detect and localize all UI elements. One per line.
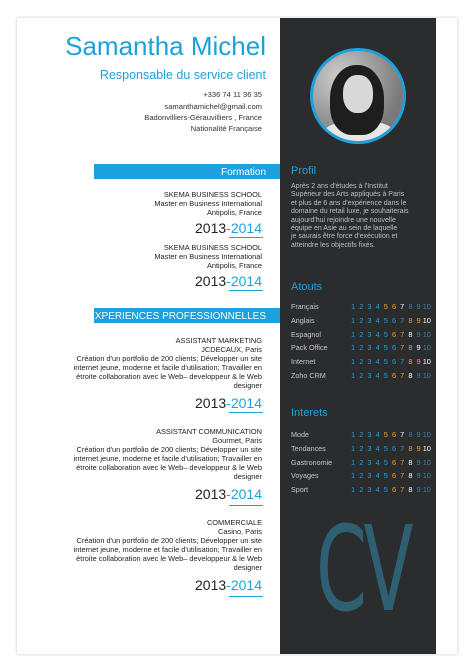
- job-description-line: designer: [233, 563, 262, 572]
- skill-row: [291, 316, 441, 327]
- skill-level-number: 4: [375, 315, 380, 325]
- skill-level-number: 6: [391, 315, 397, 325]
- profile-summary: Après 2 ans d'études à l'Institut Supérieur des Arts appliqués à Paris et plus de 6 ans d'expérience dans le domaine du retail luxe, je souhaiterais aujourd'hui rejoindre une nouvelle équipe en Asie au sein de laquelle je saurais être force d'exécution et atteindre les objectifs fixés.: [291, 183, 409, 249]
- skill-level-number: 10: [422, 357, 431, 367]
- skill-level-number: 4: [375, 485, 380, 495]
- skill-level-number: 3: [367, 315, 372, 325]
- separator: [229, 290, 263, 291]
- skill-label: Pack Office: [291, 343, 328, 353]
- job-description-line: Création d'un portfolio de 200 clients; Développer un site: [76, 354, 262, 363]
- degree: Master en Business International: [154, 199, 262, 208]
- skill-level-number: 3: [367, 485, 372, 495]
- job-role: ASSISTANT MARKETING: [175, 336, 262, 345]
- skill-level-number: 6: [391, 471, 397, 481]
- skill-level-number: 9: [416, 430, 421, 439]
- job-description-line: Création d'un portfolio de 200 clients; Développer un site: [76, 536, 262, 545]
- job-description-line: internet jeune, moderne et facile d'utilisation; Travailler en: [73, 545, 262, 554]
- skill-level-number: 5: [383, 357, 388, 367]
- skill-level-number: 5: [383, 302, 388, 311]
- skill-level-number: 2: [359, 371, 364, 380]
- skill-level-number: 1: [351, 302, 356, 311]
- skill-level-scale: [349, 444, 431, 453]
- skill-level-number: 9: [416, 457, 421, 467]
- experience-item: [32, 336, 262, 411]
- skill-level-number: 6: [391, 343, 397, 353]
- skill-row: [291, 485, 441, 496]
- experience-years: 2013-2014: [195, 395, 262, 411]
- skill-level-number: 10: [422, 302, 431, 311]
- skill-level-number: 3: [367, 471, 372, 481]
- skill-level-number: 9: [416, 315, 421, 325]
- skill-level-scale: [349, 485, 431, 494]
- skill-level-number: 1: [351, 371, 356, 380]
- skill-level-scale: [349, 471, 431, 480]
- skill-level-number: 2: [359, 329, 364, 339]
- separator: [229, 596, 263, 597]
- skill-level-number: 10: [422, 443, 431, 453]
- skill-level-number: 8: [408, 357, 413, 367]
- skill-level-number: 2: [359, 315, 364, 325]
- formation-item: [32, 243, 262, 289]
- skill-level-number: 8: [408, 443, 413, 453]
- profile-photo: [313, 51, 403, 141]
- email-address: samanthamichel@gmail.com: [164, 102, 262, 111]
- skill-level-number: 1: [351, 315, 356, 325]
- skill-label: Sport: [291, 485, 309, 495]
- skill-row: [291, 357, 441, 368]
- skill-level-number: 8: [408, 371, 413, 380]
- job-role: ASSISTANT COMMUNICATION: [156, 427, 262, 436]
- job-description-line: internet jeune, moderne et facile d'utilisation; Travailler en: [73, 454, 262, 463]
- skill-level-scale: [349, 343, 431, 352]
- skill-level-number: 8: [408, 471, 413, 481]
- skill-level-number: 8: [408, 343, 413, 353]
- separator: [229, 412, 263, 413]
- school-location: Antipolis, France: [206, 208, 262, 217]
- formation-years: 2013-2014: [195, 220, 262, 236]
- skill-level-number: 7: [400, 302, 405, 311]
- school-name: SKEMA BUSINESS SCHOOL: [163, 190, 262, 199]
- section-title-atouts: Atouts: [291, 281, 323, 293]
- skill-level-number: 4: [375, 371, 380, 380]
- skill-label: Mode: [291, 430, 309, 439]
- skill-level-number: 10: [422, 371, 431, 380]
- skill-level-number: 3: [367, 443, 372, 453]
- job-company: Gourmet, Paris: [212, 436, 262, 445]
- skill-level-number: 7: [400, 485, 405, 495]
- skill-row: [291, 343, 441, 354]
- job-company: Casino, Paris: [218, 527, 262, 536]
- skill-level-number: 10: [422, 430, 431, 439]
- skill-level-number: 8: [408, 457, 413, 467]
- skill-level-number: 9: [416, 443, 421, 453]
- skill-row: [291, 371, 441, 382]
- skill-level-number: 5: [383, 457, 388, 467]
- skill-level-scale: [349, 357, 431, 366]
- job-description-line: internet jeune, moderne et facile d'utilisation; Travailler en: [73, 363, 262, 372]
- school-location: Antipolis, France: [206, 261, 262, 270]
- skill-row: [291, 444, 441, 455]
- skill-level-number: 5: [383, 430, 388, 439]
- skill-level-number: 9: [416, 471, 421, 481]
- skill-level-number: 6: [391, 371, 397, 380]
- job-description-line: étroite collaboration avec le Web– developpeur & le Web: [76, 372, 262, 381]
- experience-years: 2013-2014: [195, 577, 262, 593]
- job-company: JCDECAUX, Paris: [201, 345, 262, 354]
- skill-level-number: 6: [391, 357, 397, 367]
- skill-level-number: 3: [367, 457, 372, 467]
- skill-level-number: 8: [408, 485, 413, 495]
- skill-level-number: 7: [400, 471, 405, 481]
- skill-level-number: 6: [391, 485, 397, 495]
- skill-level-number: 2: [359, 457, 364, 467]
- postal-address: Badonvilliers-Gérauvilliers , France: [144, 113, 262, 122]
- skill-level-number: 4: [375, 343, 380, 353]
- skill-level-number: 3: [367, 343, 372, 353]
- skill-level-number: 10: [422, 315, 431, 325]
- skill-label: Espagnol: [291, 329, 321, 339]
- skill-level-scale: [349, 430, 431, 439]
- job-description-line: Création d'un portfolio de 200 clients; Développer un site: [76, 445, 262, 454]
- skill-level-number: 8: [408, 329, 413, 339]
- candidate-name: Samantha Michel: [65, 31, 266, 61]
- skill-level-number: 3: [367, 329, 372, 339]
- skill-level-scale: [349, 371, 431, 380]
- skill-level-number: 1: [351, 457, 356, 467]
- experience-item: [32, 518, 262, 593]
- separator: [229, 505, 263, 506]
- skill-level-number: 7: [400, 329, 405, 339]
- skill-label: Gastronomie: [291, 457, 333, 467]
- section-title-formation: Formation: [220, 167, 266, 178]
- skill-level-number: 1: [351, 430, 356, 439]
- formation-years: 2013-2014: [195, 273, 262, 289]
- skill-level-number: 2: [359, 485, 364, 495]
- skill-level-number: 7: [400, 457, 405, 467]
- skill-level-number: 5: [383, 315, 388, 325]
- skill-level-number: 9: [416, 343, 421, 353]
- skill-level-number: 10: [422, 329, 431, 339]
- skill-label: Voyages: [291, 471, 319, 481]
- phone-number: +336 74 11 36 35: [203, 90, 262, 99]
- skill-level-number: 4: [375, 302, 380, 311]
- skill-level-number: 6: [391, 329, 397, 339]
- school-name: SKEMA BUSINESS SCHOOL: [163, 243, 262, 252]
- skill-level-number: 1: [351, 343, 356, 353]
- skill-level-number: 10: [422, 471, 431, 481]
- skill-level-number: 9: [416, 485, 421, 495]
- nationality: Nationalité Française: [190, 124, 262, 133]
- skill-level-number: 9: [416, 302, 421, 311]
- section-title-interets: Interets: [291, 407, 328, 419]
- formation-item: [32, 190, 262, 236]
- skill-row: [291, 430, 441, 441]
- skill-level-number: 6: [391, 302, 397, 311]
- candidate-title: Responsable du service client: [99, 68, 266, 82]
- skill-level-number: 5: [383, 443, 388, 453]
- skill-label: Internet: [291, 357, 316, 367]
- skill-level-number: 10: [422, 457, 431, 467]
- skill-level-number: 5: [383, 329, 388, 339]
- skill-level-number: 7: [400, 371, 405, 380]
- skill-level-number: 5: [383, 485, 388, 495]
- job-role: COMMERCIALE: [206, 518, 262, 527]
- job-description-line: étroite collaboration avec le Web– developpeur & le Web: [76, 554, 262, 563]
- experience-item: [32, 427, 262, 502]
- skill-level-number: 7: [400, 357, 405, 367]
- experience-years: 2013-2014: [195, 486, 262, 502]
- section-title-profil: Profil: [291, 165, 317, 177]
- section-bar-experiences: [88, 308, 280, 323]
- skill-level-number: 2: [359, 343, 364, 353]
- skill-label: Anglais: [291, 315, 315, 325]
- skill-label: Français: [291, 302, 319, 311]
- skill-level-number: 8: [408, 315, 413, 325]
- skill-level-number: 4: [375, 329, 380, 339]
- skill-level-number: 5: [383, 343, 388, 353]
- skill-level-number: 4: [375, 357, 380, 367]
- skill-row: [291, 458, 441, 469]
- skill-level-number: 6: [391, 457, 397, 467]
- skill-level-number: 7: [400, 343, 405, 353]
- skill-level-number: 8: [408, 430, 413, 439]
- skill-level-number: 10: [422, 485, 431, 495]
- skill-level-number: 9: [416, 329, 421, 339]
- skill-label: Zoho CRM: [291, 371, 326, 380]
- skill-level-number: 5: [383, 371, 388, 380]
- skill-level-number: 1: [351, 443, 356, 453]
- job-description-line: designer: [233, 381, 262, 390]
- skill-level-number: 7: [400, 430, 405, 439]
- skill-level-number: 1: [351, 485, 356, 495]
- degree: Master en Business International: [154, 252, 262, 261]
- skill-level-number: 10: [422, 343, 431, 353]
- skill-level-number: 1: [351, 329, 356, 339]
- skill-level-number: 5: [383, 471, 388, 481]
- skill-level-number: 6: [391, 443, 397, 453]
- skill-level-number: 3: [367, 302, 372, 311]
- skill-level-number: 2: [359, 357, 364, 367]
- skill-level-scale: [349, 458, 431, 467]
- skill-level-number: 2: [359, 302, 364, 311]
- skill-level-number: 6: [391, 430, 397, 439]
- skill-level-number: 1: [351, 357, 356, 367]
- job-description-line: designer: [233, 472, 262, 481]
- section-bar-formation: [94, 164, 280, 179]
- section-title-experiences: EXPERIENCES PROFESSIONNELLES: [88, 311, 266, 322]
- skill-level-number: 7: [400, 443, 405, 453]
- separator: [229, 237, 263, 238]
- skill-level-number: 2: [359, 443, 364, 453]
- skill-row: [291, 471, 441, 482]
- cv-mark: CV: [316, 500, 410, 638]
- skill-row: [291, 330, 441, 341]
- skill-level-number: 4: [375, 430, 380, 439]
- skill-level-number: 4: [375, 457, 380, 467]
- job-description-line: étroite collaboration avec le Web– developpeur & le Web: [76, 463, 262, 472]
- skill-level-number: 2: [359, 430, 364, 439]
- skill-level-scale: [349, 302, 431, 311]
- skill-level-number: 3: [367, 357, 372, 367]
- skill-level-number: 4: [375, 471, 380, 481]
- skill-label: Tendances: [291, 443, 326, 453]
- skill-level-number: 2: [359, 471, 364, 481]
- skill-level-number: 3: [367, 430, 372, 439]
- skill-level-number: 4: [375, 443, 380, 453]
- skill-level-number: 8: [408, 302, 413, 311]
- skill-level-number: 3: [367, 371, 372, 380]
- skill-level-scale: [349, 316, 431, 325]
- skill-level-number: 7: [400, 315, 405, 325]
- skill-level-number: 9: [416, 357, 421, 367]
- skill-row: [291, 302, 441, 313]
- skill-level-number: 1: [351, 471, 356, 481]
- skill-level-scale: [349, 330, 431, 339]
- skill-level-number: 9: [416, 371, 421, 380]
